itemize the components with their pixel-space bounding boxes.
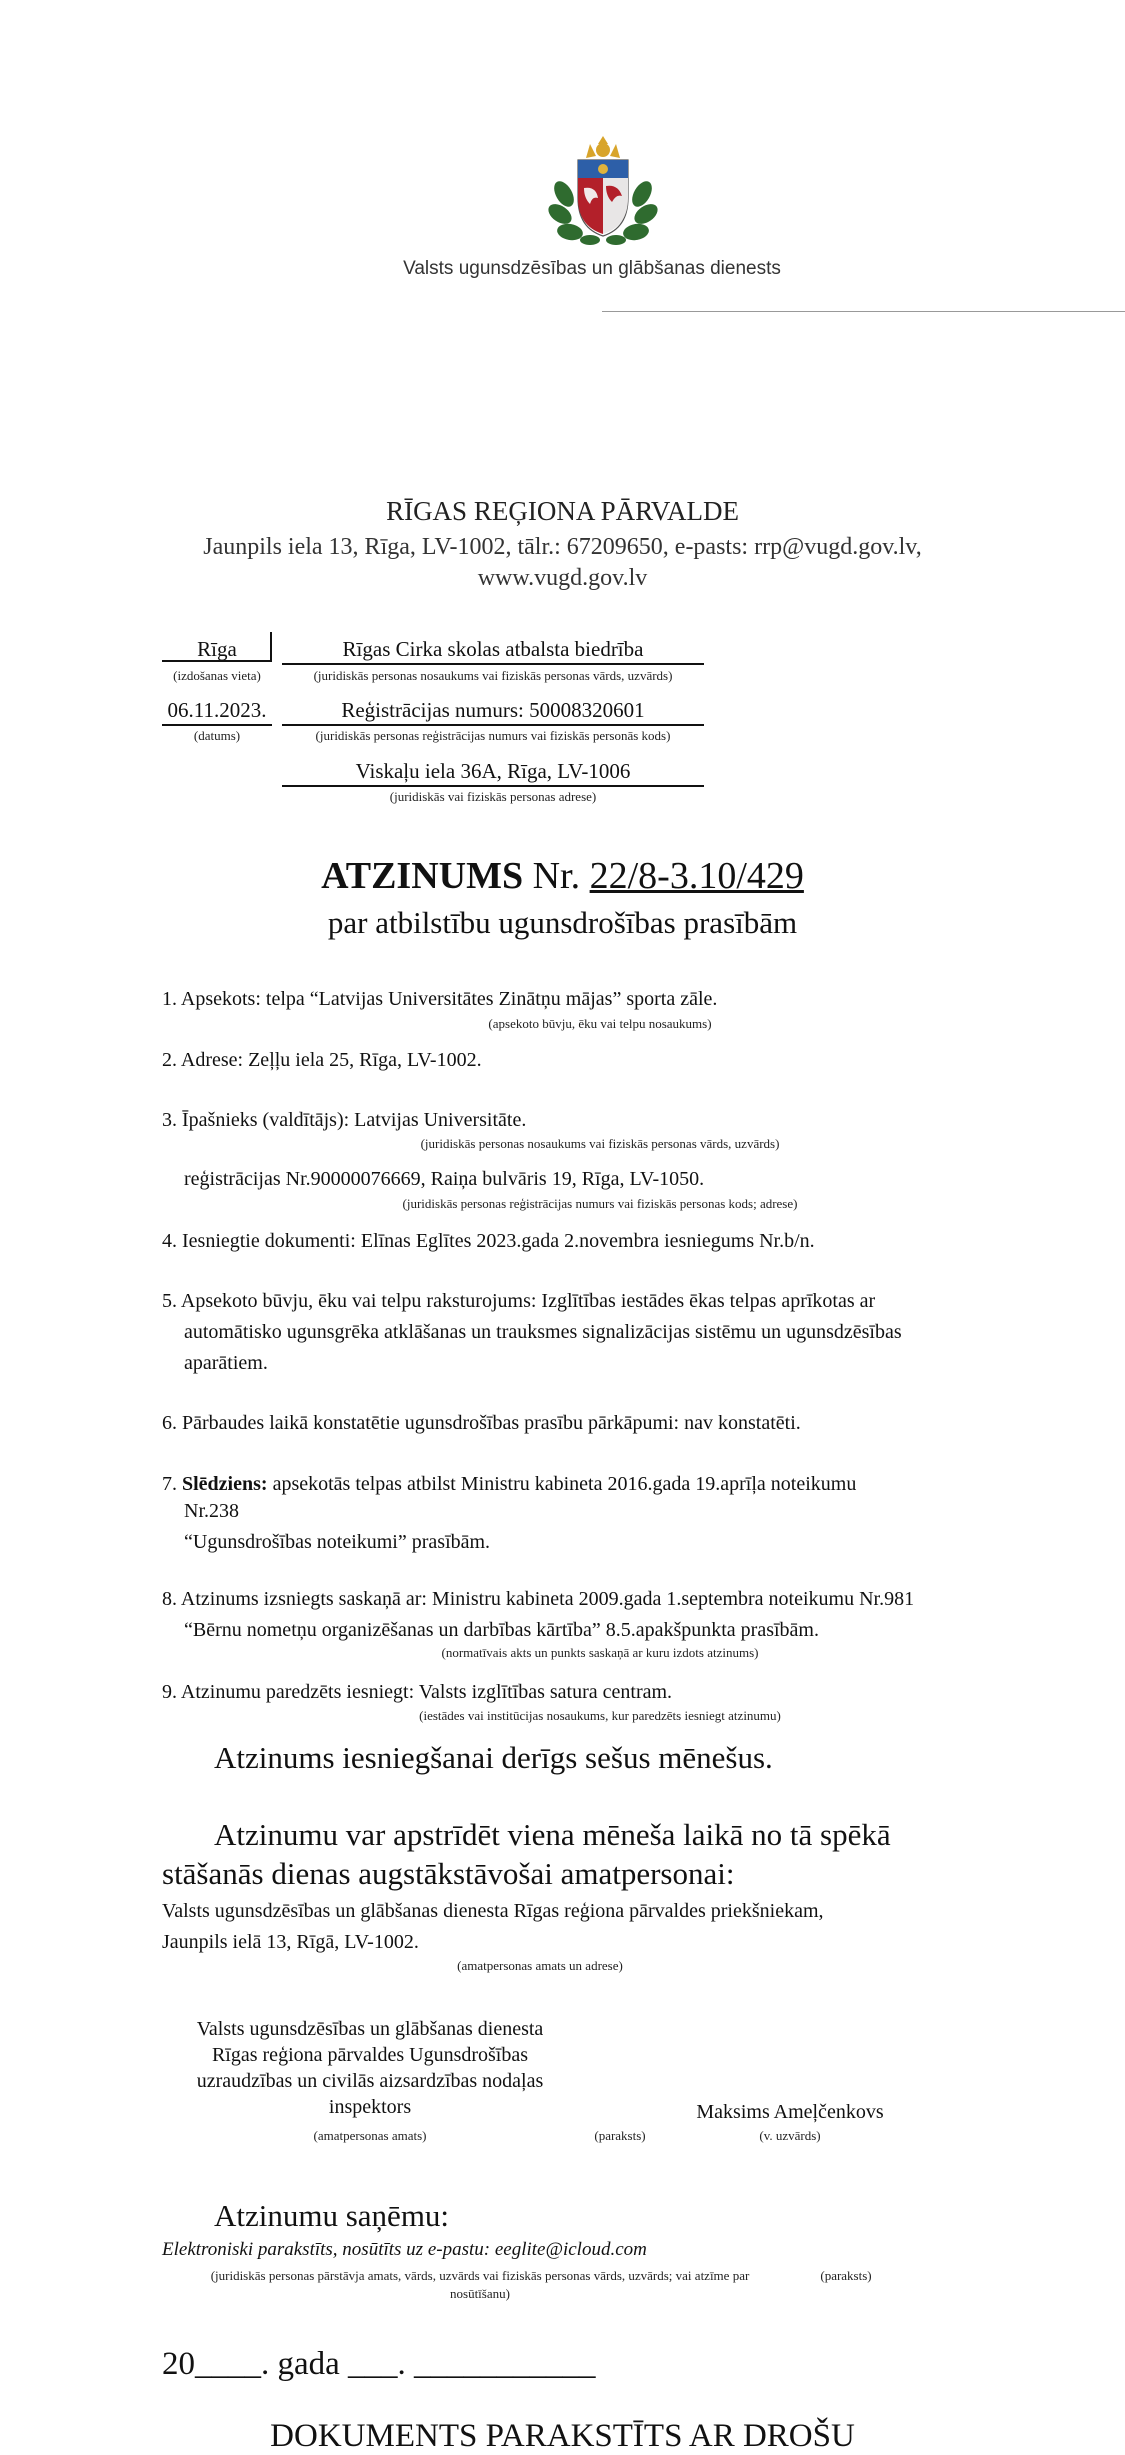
recipient-name: Rīgas Cirka skolas atbalsta biedrība [342, 637, 644, 661]
item-8-line1: 8. Atzinums izsniegts saskaņā ar: Ministru kabineta 2009.gada 1.septembra noteikumu Nr.981 [162, 1588, 915, 1610]
title-nr-label: Nr. [532, 855, 581, 897]
recipient-address: Viskaļu iela 36A, Rīga, LV-1006 [355, 759, 631, 783]
item-9-caption: (iestādes vai institūcijas nosaukums, kur paredzēts iesniegt atzinumu) [419, 1708, 781, 1723]
item-5-line3: aparātiem. [184, 1352, 268, 1374]
signature-caption: (paraksts) [594, 2128, 646, 2143]
item-3-reg: reģistrācijas Nr.90000076669, Raiņa bulvāris 19, Rīga, LV-1050. [184, 1168, 705, 1190]
signer-name-caption: (v. uzvārds) [759, 2128, 821, 2143]
item-7-number: 7. [162, 1473, 177, 1495]
issue-place: Rīga [197, 637, 237, 661]
document-subtitle: par atbilstību ugunsdrošības prasībām [327, 905, 798, 940]
item-3-reg-caption: (juridiskās personas reģistrācijas numurs vai fiziskās personas kods; adrese) [402, 1196, 798, 1211]
signer-position-line2: Rīgas reģiona pārvaldes Ugunsdrošības [211, 2044, 529, 2066]
item-7-line2: Nr.238 [184, 1500, 239, 1522]
address-line [282, 785, 704, 787]
appeal-line2: stāšanās dienas augstākstāvošai amatpersonai: [162, 1856, 735, 1891]
signer-position [160, 2016, 580, 2120]
title-word: ATZINUMS [321, 855, 524, 897]
item-7-line1: apsekotās telpas atbilst Ministru kabineta 2016.gada 19.aprīļa noteikumu [272, 1473, 857, 1495]
item-3-owner: 3. Īpašnieks (valdītājs): Latvijas Universitāte. [162, 1109, 527, 1131]
appeal-authority: Valsts ugunsdzēsības un glābšanas dienesta Rīgas reģiona pārvaldes priekšniekam, [162, 1900, 824, 1922]
item-8-caption: (normatīvais akts un punkts saskaņā ar kuru izdots atzinums) [441, 1645, 759, 1660]
place-bracket [162, 632, 272, 662]
footer-signed-notice: DOKUMENTS PARAKSTĪTS AR DROŠU [270, 2418, 855, 2454]
signer-name: Maksims Ameļčenkovs [696, 2101, 884, 2123]
item-7-label: Slēdziens: [182, 1473, 268, 1495]
received-sign-caption: (paraksts) [820, 2268, 872, 2283]
item-1-surveyed: 1. Apsekots: telpa “Latvijas Universitātes Zinātņu mājas” sporta zāle. [162, 988, 718, 1010]
received-caption-line1: (juridiskās personas pārstāvja amats, vārds, uzvārds vai fiziskās personas vārds, uzvārds; vai atzīme par [210, 2268, 750, 2283]
item-8-line2: “Bērnu nometņu organizēšanas un darbības kārtība” 8.5.apakšpunkta prasībām. [184, 1619, 819, 1641]
date-blank: 20____. gada ___. ___________ [162, 2346, 596, 2382]
item-3-caption: (juridiskās personas nosaukums vai fiziskās personas vārds, uzvārds) [420, 1136, 780, 1151]
item-5-line1: 5. Apsekoto būvju, ēku vai telpu raksturojums: Izglītības iestādes ēkas telpas aprīkotas ar [162, 1290, 876, 1312]
recipient-line [282, 663, 704, 665]
place-caption: (izdošanas vieta) [173, 668, 261, 683]
region-title: RĪGAS REĢIONA PĀRVALDE [386, 496, 739, 526]
date-line [162, 724, 272, 726]
received-caption-line2: nosūtīšanu) [450, 2286, 510, 2301]
item-2-address: 2. Adrese: Zeļļu iela 25, Rīga, LV-1002. [162, 1049, 482, 1071]
item-1-caption: (apsekoto būvju, ēku vai telpu nosaukums) [488, 1016, 712, 1031]
region-address-line1: Jaunpils iela 13, Rīga, LV-1002, tālr.: 67209650, e-pasts: rrp@vugd.gov.lv, [203, 534, 922, 560]
item-4-documents: 4. Iesniegtie dokumenti: Elīnas Eglītes 2023.gada 2.novembra iesniegums Nr.b/n. [162, 1230, 815, 1252]
address-caption: (juridiskās vai fiziskās personas adrese) [389, 789, 597, 804]
appeal-caption: (amatpersonas amats un adrese) [457, 1958, 623, 1973]
signer-position-line4: inspektors [328, 2096, 412, 2118]
appeal-line1: Atzinumu var apstrīdēt viena mēneša laikā no tā spēkā [214, 1817, 891, 1852]
signer-position-line3: uzraudzības un civilās aizsardzības nodaļas [196, 2070, 544, 2092]
item-7-line3: “Ugunsdrošības noteikumi” prasībām. [184, 1531, 491, 1553]
item-9-submit-to: 9. Atzinumu paredzēts iesniegt: Valsts izglītības satura centram. [162, 1681, 673, 1703]
header-divider [602, 311, 1125, 312]
validity-statement: Atzinums iesniegšanai derīgs sešus mēnešus. [214, 1740, 773, 1775]
recipient-caption: (juridiskās personas nosaukums vai fiziskās personas vārds, uzvārds) [313, 668, 673, 683]
item-5-line2: automātisko ugunsgrēka atklāšanas un trauksmes signalizācijas sistēmu un ugunsdzēsības [184, 1321, 902, 1343]
reg-line [282, 724, 704, 726]
org-name: Valsts ugunsdzēsības un glābšanas dienests [403, 258, 781, 279]
item-6-violations: 6. Pārbaudes laikā konstatētie ugunsdrošības prasību pārkāpumi: nav konstatēti. [162, 1412, 801, 1434]
date-caption: (datums) [193, 728, 241, 743]
signer-position-line1: Valsts ugunsdzēsības un glābšanas dienesta [196, 2018, 544, 2040]
document-title [0, 854, 1125, 898]
reg-caption: (juridiskās personas reģistrācijas numurs vai fiziskās personās kods) [315, 728, 671, 743]
recipient-reg-number: Reģistrācijas numurs: 50008320601 [341, 698, 645, 722]
received-title: Atzinumu saņēmu: [214, 2198, 450, 2233]
issue-date: 06.11.2023. [167, 698, 267, 722]
received-note: Elektroniski parakstīts, nosūtīts uz e-pastu: eeglite@icloud.com [162, 2239, 647, 2260]
signer-position-caption: (amatpersonas amats) [313, 2128, 427, 2143]
region-address-line2: www.vugd.gov.lv [477, 565, 648, 591]
coat-of-arms-logo [546, 136, 660, 250]
appeal-address: Jaunpils ielā 13, Rīgā, LV-1002. [162, 1931, 419, 1953]
title-number: 22/8-3.10/429 [589, 855, 804, 897]
